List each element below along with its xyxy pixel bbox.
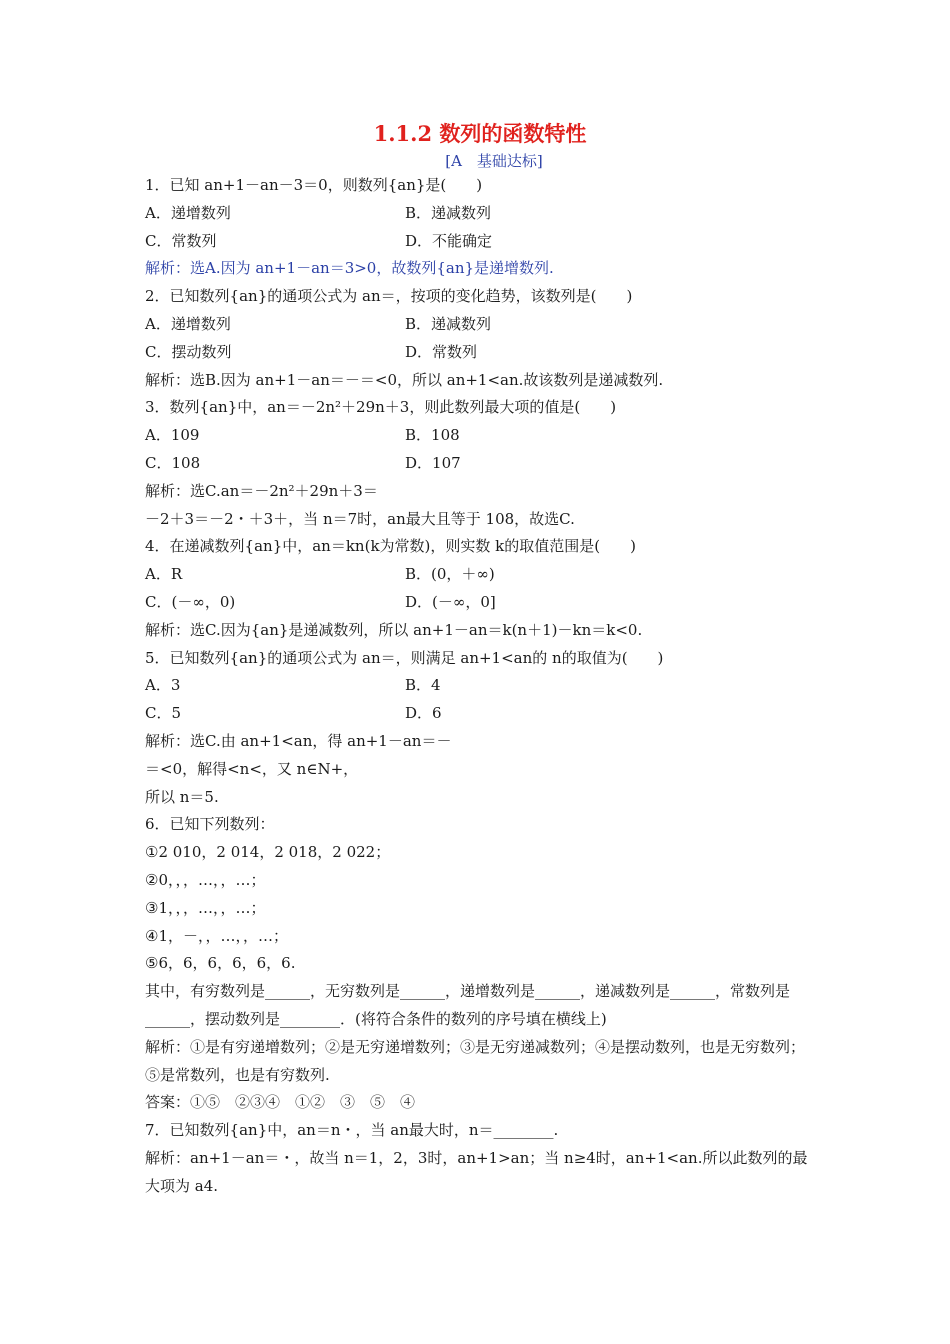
question-5-analysis-line-3: 所以 n＝5.	[145, 787, 219, 806]
option-d: D．6	[405, 704, 442, 723]
document-page	[145, 118, 815, 1200]
question-7-analysis: 解析：an+1－an＝・，故当 n＝1，2，3时，an+1>an；当 n≥4时，an+1<an.所以此数列的最大项为 a4.	[145, 1148, 808, 1195]
question-3-analysis-line-1: 解析：选C.an＝－2n²＋29n＋3＝	[145, 481, 378, 500]
option-d: D．107	[405, 453, 461, 472]
sequence-item-1: ①2 010，2 014，2 018，2 022；	[145, 843, 391, 862]
question-7-stem: 7．已知数列{an}中，an＝n・，当 an最大时，n＝________.	[145, 1121, 559, 1140]
question-2-options-row-1	[145, 311, 815, 339]
option-a: A．R	[145, 565, 183, 584]
question-6-analysis: 解析：①是有穷递增数列；②是无穷递增数列；③是无穷递减数列；④是摆动数列，也是无穷数列；⑤是常数列，也是有穷数列.	[145, 1037, 806, 1084]
page-title: 1.1.2 数列的函数特性	[373, 121, 587, 146]
question-4-options-row-1	[145, 561, 815, 589]
option-a: A．递增数列	[145, 203, 231, 222]
option-c: C．常数列	[145, 231, 217, 250]
option-b: B．(0，＋∞)	[405, 565, 495, 584]
option-d: D．不能确定	[405, 231, 493, 250]
question-3-options-row-2	[145, 450, 815, 478]
section-heading: [A 基础达标]	[445, 152, 543, 170]
option-b: B．递减数列	[405, 314, 492, 333]
option-a: A．109	[145, 426, 200, 445]
question-3-stem: 3．数列{an}中，an＝－2n²＋29n＋3，则此数列最大项的值是( )	[145, 398, 617, 417]
option-d: D．(－∞，0]	[405, 592, 496, 611]
question-1-options-row-1	[145, 200, 815, 228]
question-4-options-row-2	[145, 589, 815, 617]
question-6-question: 其中，有穷数列是______，无穷数列是______，递增数列是______，递减数列是______，常数列是______，摆动数列是________．(将符合条件的数列的序号填在横线上)	[145, 982, 791, 1028]
question-4-stem: 4．在递减数列{an}中，an＝kn(k为常数)，则实数 k的取值范围是( )	[145, 537, 636, 556]
option-c: C．(－∞，0)	[145, 592, 236, 611]
option-a: A．3	[145, 676, 181, 695]
question-5-analysis-line-2: ＝<0，解得<n<，又 n∈N+，	[145, 759, 359, 778]
sequence-item-5: ⑤6，6，6，6，6，6.	[145, 954, 296, 973]
sequence-item-4: ④1，－，，…，，…；	[145, 926, 288, 945]
question-5-options-row-2	[145, 700, 815, 728]
option-c: C．108	[145, 453, 201, 472]
option-c: C．5	[145, 704, 182, 723]
question-2-stem: 2．已知数列{an}的通项公式为 an＝，按项的变化趋势，该数列是( )	[145, 287, 633, 306]
question-4-analysis: 解析：选C.因为{an}是递减数列，所以 an+1－an＝k(n＋1)－kn＝k<0.	[145, 620, 643, 639]
option-b: B．递减数列	[405, 203, 492, 222]
question-5-analysis-line-1: 解析：选C.由 an+1<an，得 an+1－an＝－	[145, 731, 452, 750]
sequence-item-3: ③1，，，…，，…；	[145, 898, 266, 917]
option-b: B．4	[405, 676, 441, 695]
question-6-stem: 6．已知下列数列：	[145, 815, 275, 834]
option-a: A．递增数列	[145, 314, 231, 333]
question-6-answer: 答案：①⑤ ②③④ ①② ③ ⑤ ④	[145, 1093, 416, 1112]
question-3-options-row-1	[145, 422, 815, 450]
question-2-analysis: 解析：选B.因为 an+1－an＝－＝<0，所以 an+1<an.故该数列是递减数列.	[145, 370, 664, 389]
question-3-analysis-line-2: －2＋3＝－2・＋3＋，当 n＝7时，an最大且等于 108，故选C.	[145, 509, 575, 528]
question-1-analysis: 解析：选A.因为 an+1－an＝3>0，故数列{an}是递增数列.	[145, 259, 554, 278]
question-5-options-row-1	[145, 672, 815, 700]
question-1-options-row-2	[145, 228, 815, 256]
question-2-options-row-2	[145, 339, 815, 367]
option-b: B．108	[405, 426, 460, 445]
option-c: C．摆动数列	[145, 342, 232, 361]
question-5-stem: 5．已知数列{an}的通项公式为 an＝，则满足 an+1<an的 n的取值为( )	[145, 648, 664, 667]
question-1-stem: 1．已知 an+1－an－3＝0，则数列{an}是( )	[145, 176, 483, 194]
sequence-item-2: ②0，，，…，，…；	[145, 870, 266, 889]
option-d: D．常数列	[405, 342, 478, 361]
